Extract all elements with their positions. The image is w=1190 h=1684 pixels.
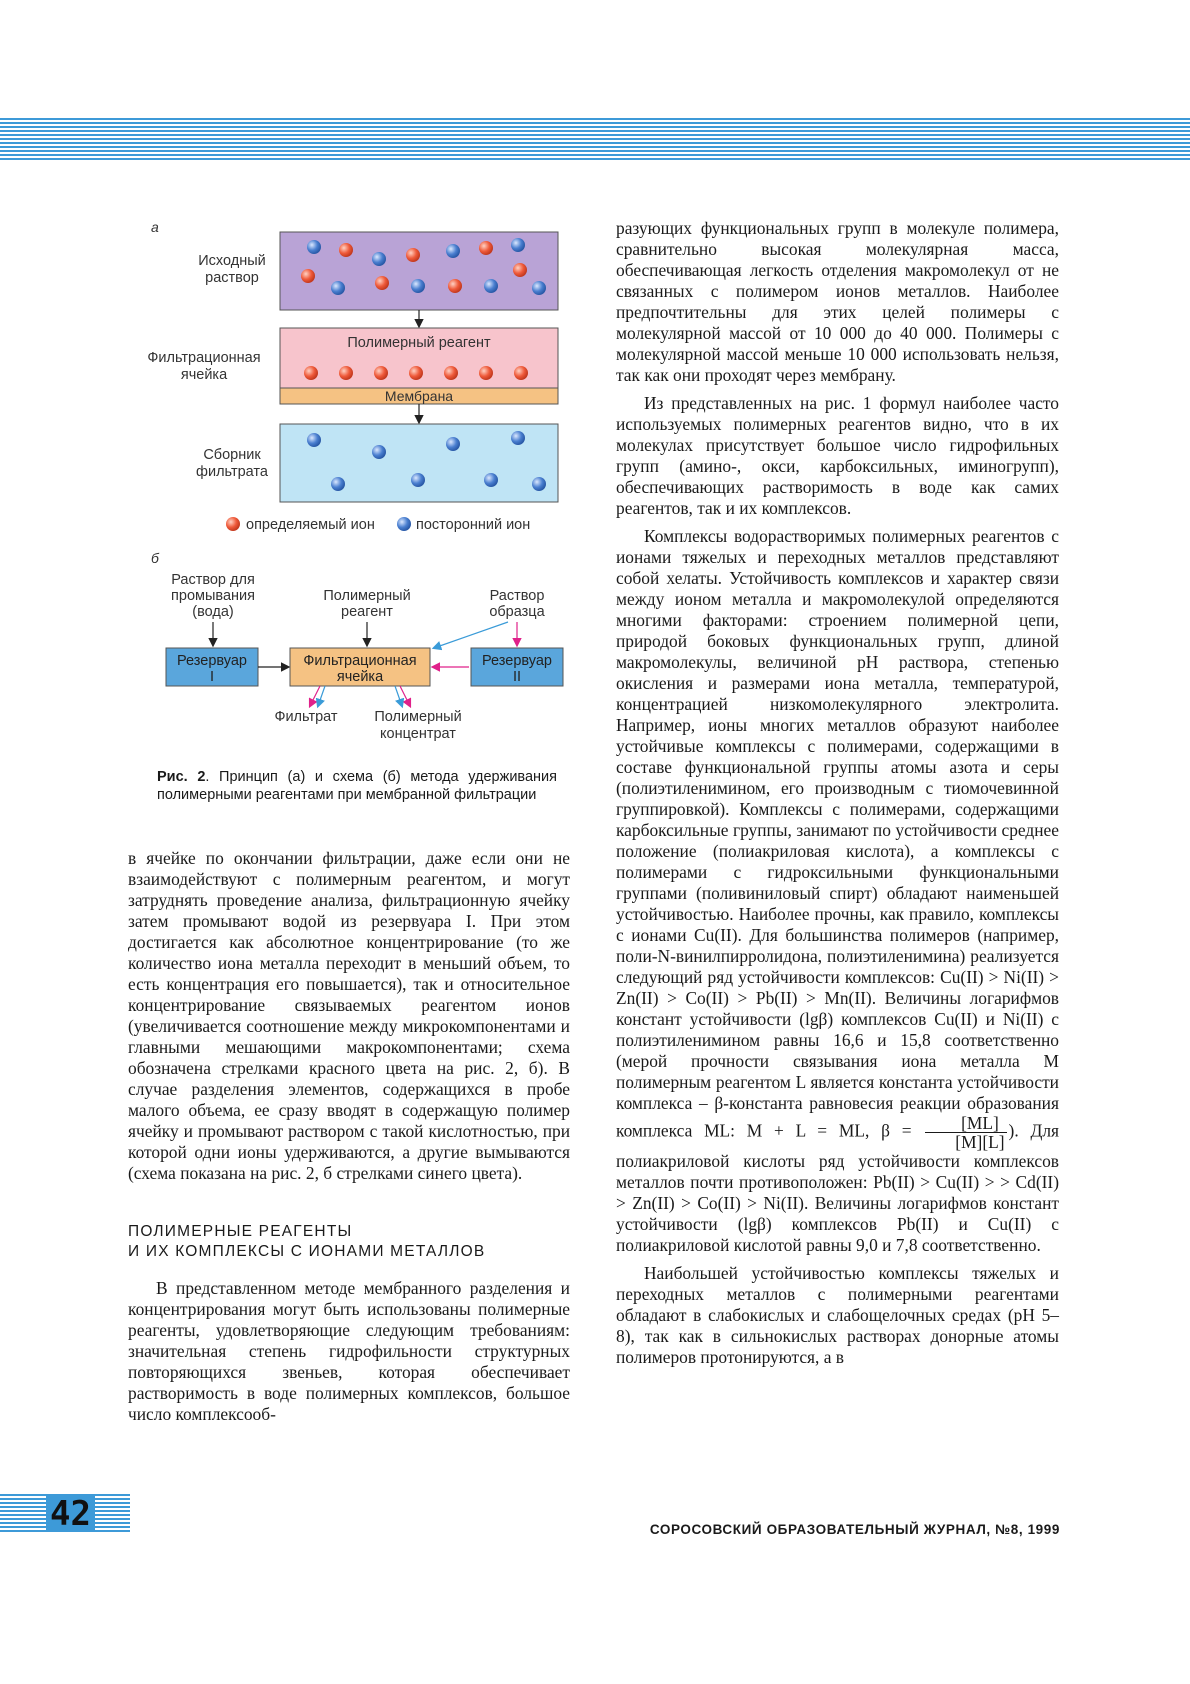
right-column	[616, 218, 1059, 1375]
membrane-label: Мембрана	[384, 388, 454, 404]
caption-text: . Принцип (а) и схема (б) метода удерживания полимерными реагентами при мембранной фильтрации	[157, 769, 557, 803]
section-heading-line-2: И ИХ КОМПЛЕКСЫ С ИОНАМИ МЕТАЛЛОВ	[128, 1243, 486, 1260]
right-paragraph-1: разующих функциональных групп в молекуле полимера, сравнительно высокая молекулярная масса, обеспечивающая легкость отделения макромолекул от не связанных с полимером ионов металлов. Наиболее предпочтительны для этих целей полимеры с молекулярной массой от 10 000 до 40 000. Полимеры с молекулярной массой меньше 10 000 использовать нельзя, так как они проходят через мембрану.	[616, 218, 1059, 385]
reagent-b-label-1: Полимерный	[323, 588, 411, 604]
right-paragraph-4: Наибольшей устойчивостью комплексы тяжелых и переходных металлов с полимерными реагентами обладают в слабокислых и слабощелочных средах (pH 5–8), так как в сильнокислых растворах донорные атомы полимеров протонируются, а в	[616, 1263, 1059, 1367]
wash-label-1: Раствор для	[171, 572, 255, 588]
panel-a-label: а	[151, 219, 159, 235]
reservoir-1-label-1: Резервуар	[177, 653, 247, 669]
concentrate-label-2: концентрат	[380, 726, 456, 742]
caption-label: Рис. 2	[157, 769, 206, 785]
journal-title: СОРОСОВСКИЙ ОБРАЗОВАТЕЛЬНЫЙ ЖУРНАЛ, №8, 1999	[649, 1522, 1060, 1537]
source-label-1: Исходный	[198, 253, 266, 269]
left-column	[128, 848, 570, 1432]
cell-b-label-2: ячейка	[336, 669, 384, 685]
page-number: 42	[46, 1496, 95, 1532]
filtrate-label-2: фильтрата	[196, 464, 268, 480]
header-stripe-band	[0, 118, 1190, 160]
legend-blue-label: посторонний ион	[416, 517, 531, 533]
left-paragraph-1: в ячейке по окончании фильтрации, даже если они не взаимодействуют с полимерным реагентом, и могут затруднять проведение анализа, фильтрационную ячейку затем промывают водой из резервуара I. При этом достигается как абсолютное концентрирование (то же количество иона металла переходит в меньший объем, то есть концентрация его повышается), так и относительное концентрирование связываемых реагентом ионов (увеличивается соотношение между микрокомпонентами и главными мешающими макрокомпонентами; схема обозначена стрелками красного цвета на рис. 2, б). В случае разделения элементов, содержащихся в пробе малого объема, ее сразу вводят в содержащую полимер ячейку и промывают раствором с такой кислотностью, при которой одни ионы удерживаются, а другие вымываются (схема показана на рис. 2, б стрелками синего цвета).	[128, 848, 570, 1183]
wash-label-2: промывания	[171, 588, 255, 604]
figure-2-diagram	[128, 218, 578, 778]
legend-blue-icon	[397, 517, 411, 531]
stability-constant-fraction	[925, 1114, 1006, 1151]
figure-2	[128, 218, 578, 778]
section-heading	[128, 1222, 570, 1262]
left-paragraph-2: В представленном методе мембранного разделения и концентрирования могут быть использованы полимерные реагенты, удовлетворяющие следующим требованиям: значительная степень гидрофильности структурных повторяющихся звеньев, которая обеспечивает растворимость в воде полимерных комплексов, большое число комплексооб-	[128, 1278, 570, 1424]
reservoir-2-label-2: II	[512, 669, 522, 685]
legend-red-icon	[226, 517, 240, 531]
legend-red-label: определяемый ион	[246, 517, 375, 533]
sample-label-2: образца	[489, 604, 545, 620]
filtrate-label-1: Сборник	[203, 447, 261, 463]
right-paragraph-2: Из представленных на рис. 1 формул наиболее часто используемых полимерных реагентов видно, что в их молекулах присутствует большое число гидрофильных групп (амино-, окси, карбоксильных, иминогрупп), обеспечивающих растворимость в воде как самих реагентов, так и их комплексов.	[616, 393, 1059, 518]
reagent-b-label-2: реагент	[341, 604, 393, 620]
wash-label-3: (вода)	[192, 604, 234, 620]
cell-b-label-1: Фильтрационная	[303, 653, 417, 669]
concentrate-label-1: Полимерный	[374, 709, 462, 725]
fraction-denominator: [M][L]	[955, 1132, 1005, 1152]
panel-b-label: б	[151, 550, 159, 566]
cell-label-2: ячейка	[180, 367, 228, 383]
fraction-numerator: [ML]	[925, 1114, 1006, 1133]
right-paragraph-3-part-b: ). Для полиакриловой кислоты ряд устойчивости комплексов металлов почти противоположен: Pb(II) > Cu(II) > > Cd(II) > Zn(II) > Co(II) > Ni(II). Величины логарифмов констант устойчивости (lgβ) комплексов Pb(II) и Cu(II) с полиакриловой кислотой равны 9,0 и 7,8 соответственно.	[616, 1120, 1059, 1255]
reservoir-1-label-2: I	[209, 669, 215, 685]
cell-label-1: Фильтрационная	[147, 350, 261, 366]
source-label-2: раствор	[205, 270, 259, 286]
sample-label-1: Раствор	[489, 588, 545, 604]
reservoir-2-label-1: Резервуар	[482, 653, 552, 669]
section-heading-line-1: ПОЛИМЕРНЫЕ РЕАГЕНТЫ	[128, 1223, 353, 1240]
figure-caption	[157, 769, 557, 804]
right-paragraph-3	[616, 526, 1059, 1256]
right-paragraph-3-part-a: Комплексы водорастворимых полимерных реагентов с ионами тяжелых и переходных металлов представляют собой хелаты. Устойчивость комплексов и характер связи между ионом металла и макромолекулой определяются многими факторами: строением полимерной цепи, природой боковых функциональных групп, длиной макромолекулы, величиной pH раствора, степенью окисления и размерами иона металла, температурой, концентрацией низкомолекулярного электролита. Например, ионы многих металлов образуют наиболее устойчивые комплексы с полимерами, содержащими в составе функциональной группы атомы азота и серы (полиэтиленимином, его производным с тиомочевинной группировкой). Комплексы с полимерами, содержащими карбоксильные группы, занимают по устойчивости среднее положение (полиакриловая кислота), а комплексы с полимерами с гидроксильными функциональными группами (поливиниловый спирт) обладают наименьшей устойчивостью. Наиболее прочны, как правило, комплексы с ионами Cu(II). Для большинства полимеров (например, поли-N-винилпирролидона, полиэтиленимина) реализуется следующий ряд устойчивости комплексов: Cu(II) > Ni(II) > Zn(II) > Co(II) > Pb(II) > Mn(II). Величины логарифмов констант устойчивости (lgβ) комплексов Cu(II) и Ni(II) с полиэтиленимином равны 16,6 и 15,8 соответственно (мерой прочности связывания иона металла M полимерным реагентом L является константа устойчивости комплекса – β-константа равновесия реакции образования комплекса ML: M + L = ML, β =	[616, 526, 1059, 1141]
legend	[226, 517, 530, 533]
reagent-label: Полимерный реагент	[347, 335, 491, 351]
filtrate-b-label: Фильтрат	[274, 709, 338, 725]
